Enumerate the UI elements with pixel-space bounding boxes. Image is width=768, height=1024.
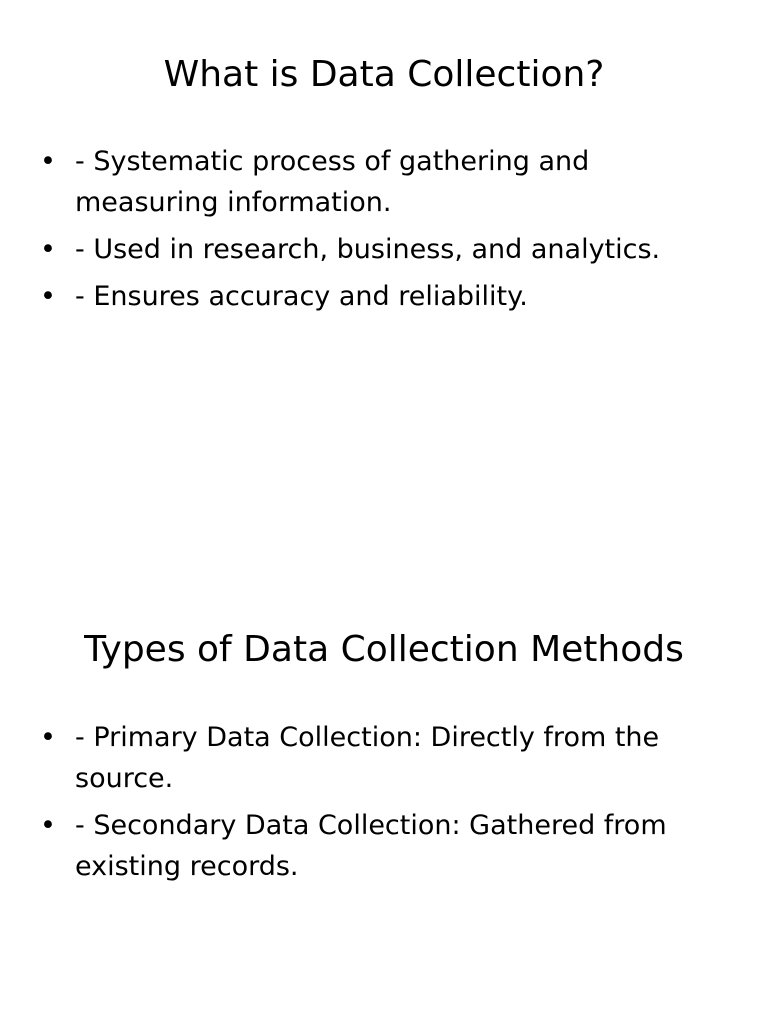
bullet-text: - Primary Data Collection: Directly from the source. — [75, 722, 660, 794]
bullet-dot-icon: • — [40, 234, 56, 265]
bullet-item — [40, 805, 730, 887]
bullet-dot-icon: • — [40, 810, 56, 841]
bullet-item — [40, 229, 730, 270]
bullet-dot-icon: • — [40, 146, 56, 177]
slide-types-of-data-collection-methods — [0, 512, 768, 1024]
bullet-item — [40, 141, 730, 223]
slide-title: Types of Data Collection Methods — [84, 629, 684, 670]
bullet-list — [40, 141, 730, 323]
bullet-text: - Systematic process of gathering and measuring information. — [75, 146, 590, 218]
bullet-dot-icon: • — [40, 722, 56, 753]
slide-title: What is Data Collection? — [163, 54, 605, 95]
bullet-text: - Secondary Data Collection: Gathered from existing records. — [75, 810, 667, 882]
bullet-dot-icon: • — [40, 281, 56, 312]
bullet-text: - Used in research, business, and analytics. — [75, 234, 661, 265]
bullet-item — [40, 717, 730, 799]
bullet-list — [40, 717, 730, 893]
bullet-item — [40, 276, 730, 317]
bullet-text: - Ensures accuracy and reliability. — [75, 281, 528, 312]
